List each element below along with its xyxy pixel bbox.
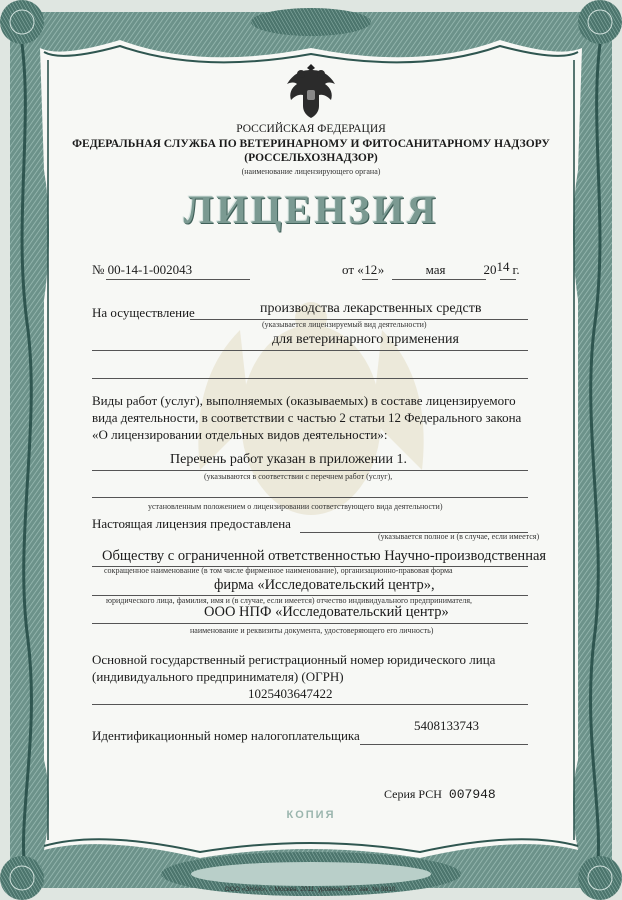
works-caption2: установленным положением о лицензировании соответствующего вида деятельности) [148,502,443,511]
date-close: » [377,262,385,277]
series-label: Серия [384,787,416,801]
date-year-prefix: 20 [483,262,497,277]
works-underline [92,470,528,471]
works-text-line2: вида деятельности, в соответствии с частью 2 статьи 12 Федерального закона [92,410,522,425]
number-value: 00-14-1-002043 [107,262,193,277]
printer-imprint: ООО «ЗНАК», г. Москва, 2011, уровень «Б», зак. № 9810. [224,886,398,893]
inn-underline [360,744,528,745]
agency-name: ФЕДЕРАЛЬНАЯ СЛУЖБА ПО ВЕТЕРИНАРНОМУ И ФИТОСАНИТАРНОМУ НАДЗОРУ [72,138,550,150]
year-underline [500,279,516,280]
series-number: 007948 [448,787,496,802]
holder-name-line1: Обществу с ограниченной ответственностью Научно-производственная [102,548,547,564]
number-underline [106,279,250,280]
agency-caption: (наименование лицензирующего органа) [241,167,381,176]
series [384,787,496,802]
issue-date [342,259,520,278]
activity-value-line1: производства лекарственных средств [260,301,482,316]
date-end: г. [512,262,520,277]
ogrn-underline [92,704,528,705]
works-caption1: (указываются в соответствии с перечнем работ (услуг), [204,472,393,481]
date-open: от « [342,262,364,277]
double-headed-eagle-icon [281,58,341,120]
inn-value: 5408133743 [414,718,479,733]
activity-underline-2 [92,350,528,351]
activity-value-line2: для ветеринарного применения [272,332,459,347]
holder-name-line2: фирма «Исследовательский центр», [214,577,435,593]
works-underline-2 [92,497,528,498]
ogrn-label-line2: (индивидуального предпринимателя) (ОГРН) [92,669,344,684]
day-underline [362,279,378,280]
holder-caption-full: (указывается полное и (в случае, если имеется) [378,532,540,541]
series-code: РСН [418,787,442,801]
works-text-line3: «О лицензировании отдельных видов деятельности»: [92,427,388,442]
number-prefix: № [92,262,105,277]
date-month: мая [425,262,446,277]
works-text-line1: Виды работ (услуг), выполняемых (оказываемых) в составе лицензируемого [92,393,516,408]
copy-stamp: КОПИЯ [286,809,336,821]
ogrn-label-line1: Основной государственный регистрационный номер юридического лица [92,652,496,667]
ogrn-value: 1025403647422 [248,686,333,701]
license-number [92,262,192,278]
country-name: РОССИЙСКАЯ ФЕДЕРАЦИЯ [236,123,386,135]
month-underline [392,279,486,280]
holder-caption2: сокращенное наименование (в том числе фирменное наименование), организационно-правовая форма [104,566,453,575]
activity-underline-3 [92,378,528,379]
date-day: 12 [364,262,378,277]
holder-caption3: юридического лица, фамилия, имя и (в случае, если имеется) отчество индивидуального предпринимателя, [106,596,473,605]
holder-underline-3 [92,623,528,624]
holder-short-name: ООО НПФ «Исследовательский центр» [204,604,449,620]
inn-label: Идентификационный номер налогоплательщика [92,728,360,743]
activity-label: На осуществление [92,305,195,320]
works-value: Перечень работ указан в приложении 1. [170,452,408,467]
holder-label: Настоящая лицензия предоставлена [92,516,291,531]
date-year-suffix: 14 [496,259,510,274]
activity-caption: (указывается лицензируемый вид деятельности) [262,320,427,329]
document-title: ЛИЦЕНЗИЯ [183,187,439,232]
holder-caption4: наименование и реквизиты документа, удостоверяющего его личность) [190,626,434,635]
agency-short-name: (РОССЕЛЬХОЗНАДЗОР) [244,152,378,164]
